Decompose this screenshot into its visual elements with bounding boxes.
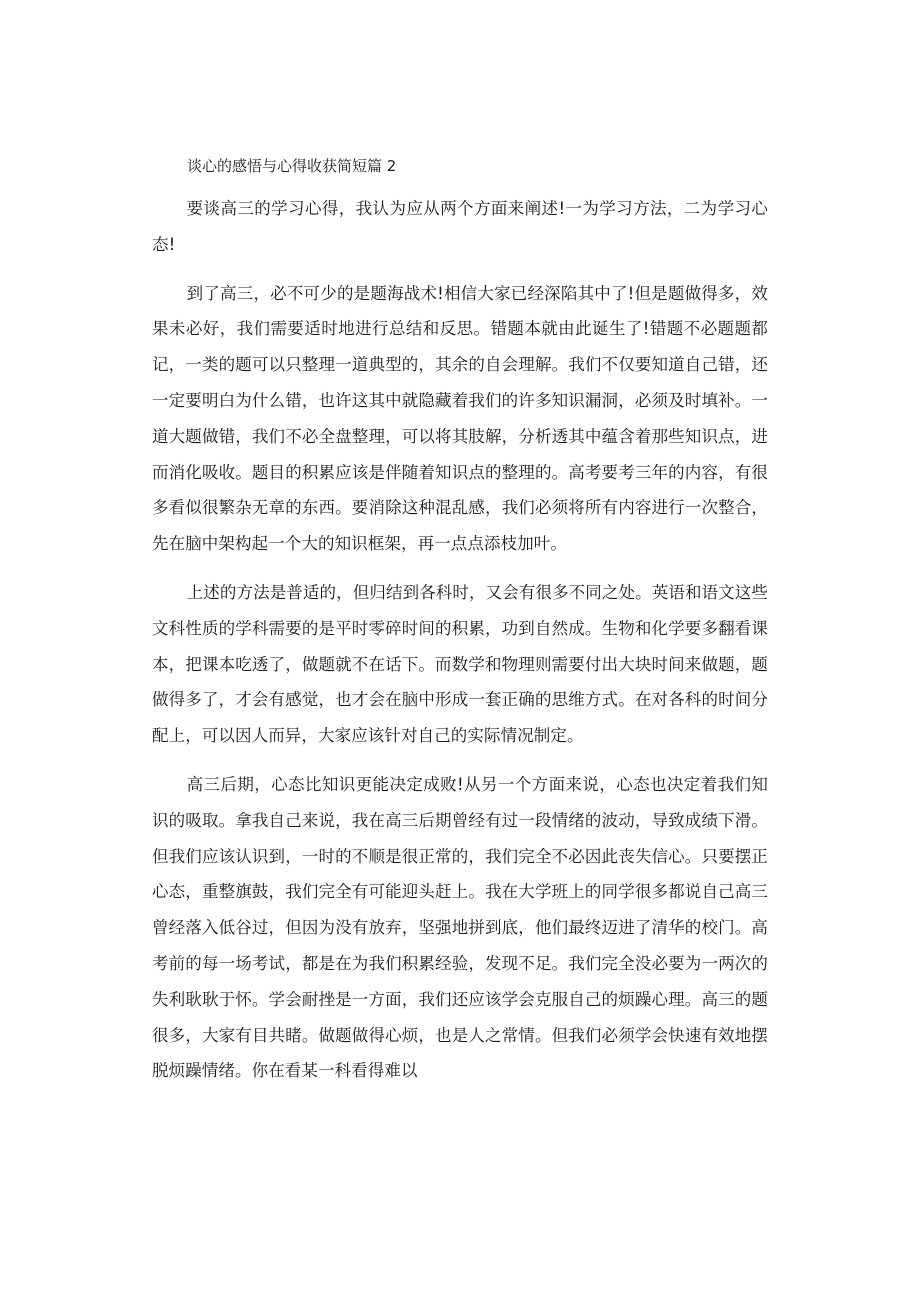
paragraph-intro: 要谈高三的学习心得，我认为应从两个方面来阐述!一为学习方法，二为学习心态! — [152, 199, 768, 254]
document-title: 谈心的感悟与心得收获简短篇 2 — [187, 157, 397, 175]
paragraph-mindset: 高三后期，心态比知识更能决定成败!从另一个方面来说，心态也决定着我们知识的吸取。拿我自己来说，我在高三后期曾经有过一段情绪的波动，导致成绩下滑。但我们应该认识到，一时的不顺是很正常的，我们完全不必因此丧失信心。只要摆正心态，重整旗鼓，我们完全有可能迎头赶上。我在大学班上的同学很多都说自己高三曾经落入低谷过，但因为没有放弃，坚强地拼到底，他们最终迈进了清华的校门。高考前的每一场考试，都是在为我们积累经验，发现不足。我们完全没必要为一两次的失利耿耿于怀。学会耐挫是一方面，我们还应该学会克服自己的烦躁心理。高三的题很多，大家有目共睹。做题做得心烦，也是人之常情。但我们必须学会快速有效地摆脱烦躁情绪。你在看某一科看得难以 — [152, 774, 768, 1081]
document-body — [152, 150, 768, 1102]
paragraph-subjects: 上述的方法是普适的，但归结到各科时，又会有很多不同之处。英语和语文这些文科性质的学科需要的是平时零碎时间的积累，功到自然成。生物和化学要多翻看课本，把课本吃透了，做题就不在话下。而数学和物理则需要付出大块时间来做题，题做得多了，才会有感觉，也才会在脑中形成一套正确的思维方式。在对各科的时间分配上，可以因人而异，大家应该针对自己的实际情况制定。 — [152, 582, 768, 746]
paragraph-study-method: 到了高三，必不可少的是题海战术!相信大家已经深陷其中了!但是题做得多，效果未必好，我们需要适时地进行总结和反思。错题本就由此诞生了!错题不必题题都记，一类的题可以只整理一道典型的，其余的自会理解。我们不仅要知道自己错，还一定要明白为什么错，也许这其中就隐藏着我们的许多知识漏洞，必须及时填补。一道大题做错，我们不必全盘整理，可以将其肢解，分析透其中蕴含着那些知识点，进而消化吸收。题目的积累应该是伴随着知识点的整理的。高考要考三年的内容，有很多看似很繁杂无章的东西。要消除这种混乱感，我们必须将所有内容进行一次整合，先在脑中架构起一个大的知识框架，再一点点添枝加叶。 — [152, 283, 768, 554]
